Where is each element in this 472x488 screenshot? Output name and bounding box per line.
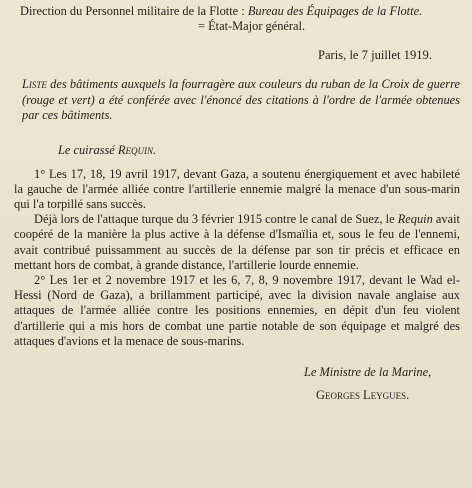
header-direction: Direction du Personnel militaire de la Flotte : — [20, 4, 248, 18]
citation-1b-post: avait coopéré de la manière la plus active à la défense d'Ismaïlia et, sous le feu de l'ennemi, avait contribué puissamment au succès de la défense par son tir précis et efficace en mettant hors de combat, à grande distance, l'artillerie lourde ennemie. — [14, 212, 460, 272]
citation-1-text: Les 17, 18, 19 avril 1917, devant Gaza, a soutenu énergiquement et avec habileté la gauche de l'armée alliée contre l'artillerie ennemie malgré la menace d'un sous-marin qui l'a torpillé sans succès. — [14, 166, 460, 211]
intro-text: des bâtiments auxquels la fourragère aux couleurs du ruban de la Croix de guerre (rouge et vert) a été conférée avec l'énoncé des citations à l'ordre de l'armée obtenues par ces bâtiments. — [22, 77, 460, 122]
citation-2-number: 2° — [34, 272, 46, 287]
signature-name: Georges Leygues. — [316, 387, 410, 402]
citation-1b-ship: Requin — [397, 212, 433, 227]
intro-paragraph — [14, 77, 460, 124]
document-header — [14, 4, 460, 34]
citation-2-text: Les 1er et 2 novembre 1917 et les 6, 7, 8, 9 novembre 1917, devant le Wad el-Hessi (Nord de Gaza), a brillamment participé, avec la division navale anglaise aux attaques de l'armée alliée contre les positions ennemies, en dépit d'un feu violent d'artillerie qui a mis hors de combat une partie notable de son équipage et malgré des attaques d'avions et la menace de sous-marins. — [14, 272, 460, 348]
citation-2 — [14, 273, 460, 349]
ship-heading — [14, 143, 460, 158]
header-line-1 — [20, 4, 460, 19]
citation-1 — [14, 167, 460, 213]
header-line-2: = État-Major général. — [198, 19, 306, 33]
citation-1b-pre: Déjà lors de l'attaque turque du 3 février 1915 contre le canal de Suez, le — [34, 212, 398, 227]
ship-prefix: Le cuirassé — [58, 142, 118, 157]
header-bureau: Bureau des Équipages de la Flotte. — [247, 4, 423, 18]
signature-role: Le Ministre de la Marine, — [304, 364, 432, 379]
citation-1-continued — [14, 212, 460, 273]
signature-block — [14, 365, 460, 403]
ship-name: Requin. — [117, 142, 157, 157]
intro-lead-word: Liste — [22, 77, 47, 91]
document-date: Paris, le 7 juillet 1919. — [317, 48, 432, 62]
citation-1-number: 1° — [34, 166, 46, 181]
